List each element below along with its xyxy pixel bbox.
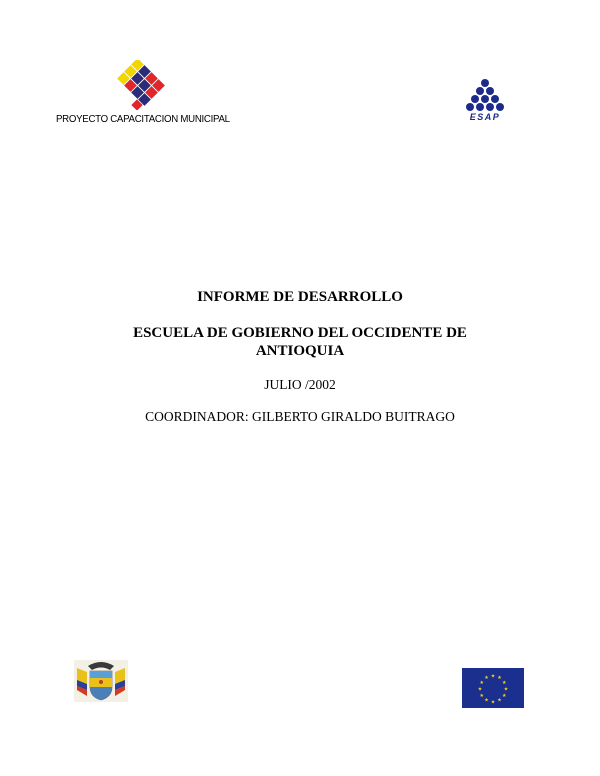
svg-text:★: ★ bbox=[497, 697, 502, 704]
esap-logo-text: ESAP bbox=[469, 112, 501, 122]
svg-text:★: ★ bbox=[501, 692, 507, 699]
svg-text:★: ★ bbox=[479, 692, 485, 699]
report-subtitle: ESCUELA DE GOBIERNO DEL OCCIDENTE DE ANTIOQUIA bbox=[133, 325, 467, 359]
coat-of-arms-icon bbox=[74, 660, 128, 702]
title-block bbox=[0, 288, 600, 424]
proyecto-capacitacion-municipal-logo bbox=[56, 60, 236, 126]
svg-text:★: ★ bbox=[497, 675, 502, 682]
svg-text:★: ★ bbox=[501, 679, 507, 686]
report-date: JULIO /2002 bbox=[264, 377, 336, 392]
report-title: INFORME DE DESARROLLO bbox=[197, 289, 403, 305]
svg-text:★: ★ bbox=[477, 686, 483, 693]
svg-text:★: ★ bbox=[484, 675, 489, 682]
svg-text:★: ★ bbox=[490, 699, 496, 706]
european-union-flag-icon bbox=[462, 668, 524, 708]
pcm-diamond-logo-icon bbox=[113, 60, 165, 110]
pcm-logo-text: PROYECTO CAPACITACION MUNICIPAL bbox=[56, 113, 230, 125]
report-coordinator: COORDINADOR: GILBERTO GIRALDO BUITRAGO bbox=[145, 409, 455, 424]
svg-text:★: ★ bbox=[479, 679, 485, 686]
svg-text:★: ★ bbox=[503, 686, 509, 693]
svg-text:★: ★ bbox=[490, 673, 496, 680]
svg-text:★: ★ bbox=[484, 697, 489, 704]
esap-logo-icon bbox=[463, 78, 507, 122]
